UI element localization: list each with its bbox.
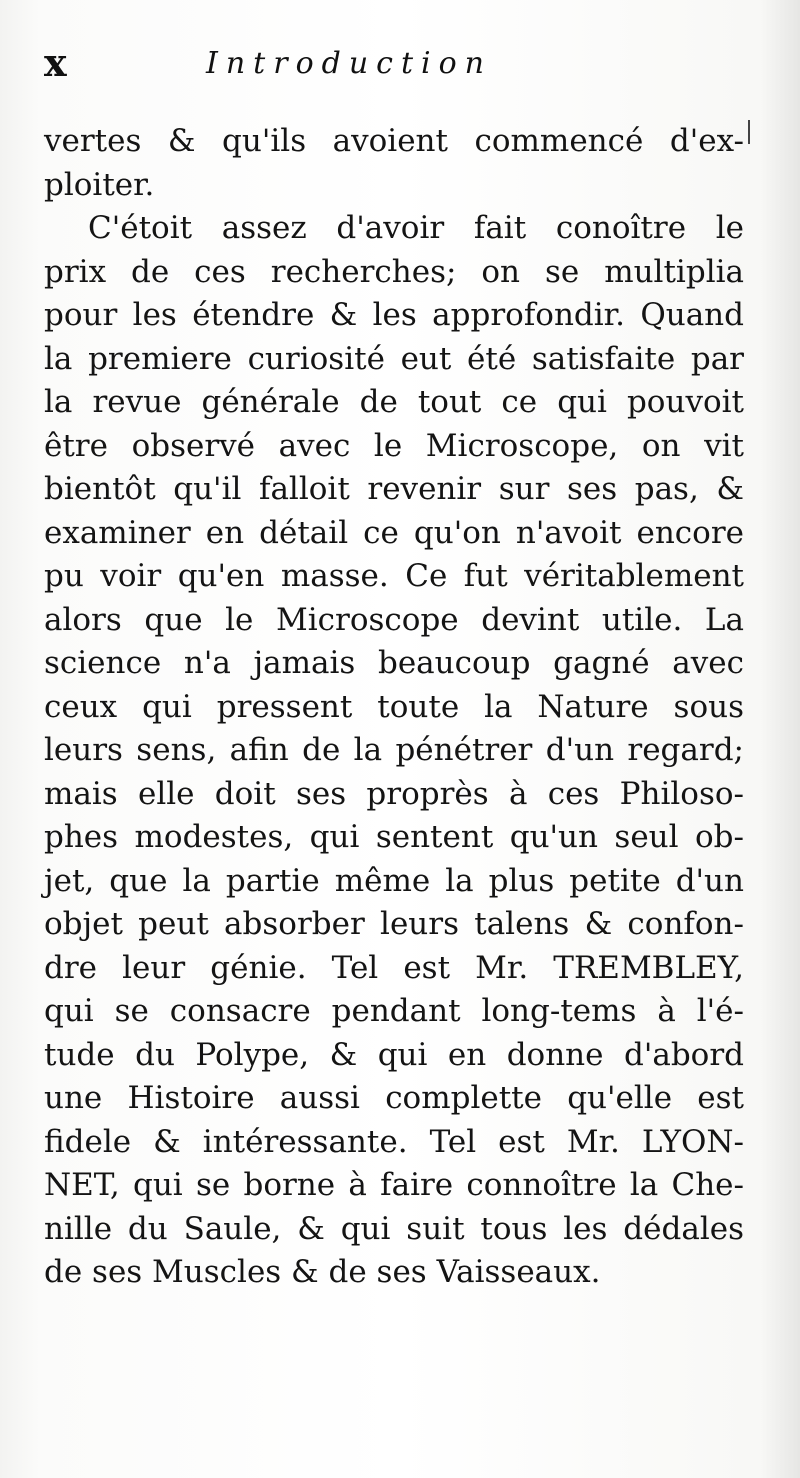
text-line: objet peut absorber leurs talens & confon- [44,906,744,942]
text-line: phes modestes, qui sentent qu'un seul ob- [44,819,744,855]
margin-mark [748,120,750,144]
text-line: bientôt qu'il falloit revenir sur ses pas, & [44,471,744,507]
text-line: C'étoit assez d'avoir fait conoître le [88,210,744,246]
text-line: tude du Polype, & qui en donne d'abord [44,1036,744,1073]
text-line: nille du Saule, & qui suit tous les dédales [44,1210,744,1247]
text-line: une Histoire aussi complette qu'elle est [44,1080,744,1116]
text-line: être observé avec le Microscope, on vit [44,427,744,464]
text-line: mais elle doit ses proprès à ces Philoso- [44,775,744,812]
text-line: de ses Muscles & de ses Vaisseaux. [44,1254,601,1290]
text-line: ploiter. [44,166,155,203]
text-line: pour les étendre & les approfondir. Quand [44,297,744,333]
text-line: fidele & intéressante. Tel est Mr. LYON- [44,1123,744,1160]
text-line: ceux qui pressent toute la Nature sous [44,688,744,725]
text-line: vertes & qu'ils avoient commencé d'ex- [44,123,744,159]
text-line: jet, que la partie même la plus petite d'un [44,862,744,899]
text-line: la revue générale de tout ce qui pouvoit [44,384,744,420]
running-head: Introduction [206,46,492,81]
text-line: science n'a jamais beaucoup gagné avec [44,645,744,681]
text-line: pu voir qu'en masse. Ce fut véritablement [44,558,744,594]
page-number: x [44,40,67,85]
text-line: alors que le Microscope devint utile. La [44,601,744,638]
text-line: NET, qui se borne à faire connoître la Che- [44,1167,744,1203]
text-line: examiner en détail ce qu'on n'avoit encore [44,514,744,551]
text-line: leurs sens, afin de la pénétrer d'un regard; [44,732,744,768]
body-text [44,120,744,1295]
text-line: qui se consacre pendant long-tems à l'é- [44,993,744,1029]
text-line: la premiere curiosité eut été satisfaite par [44,340,744,377]
page-header [44,38,584,98]
text-line: dre leur génie. Tel est Mr. TREMBLEY, [44,949,744,986]
text-line: prix de ces recherches; on se multiplia [44,253,744,290]
